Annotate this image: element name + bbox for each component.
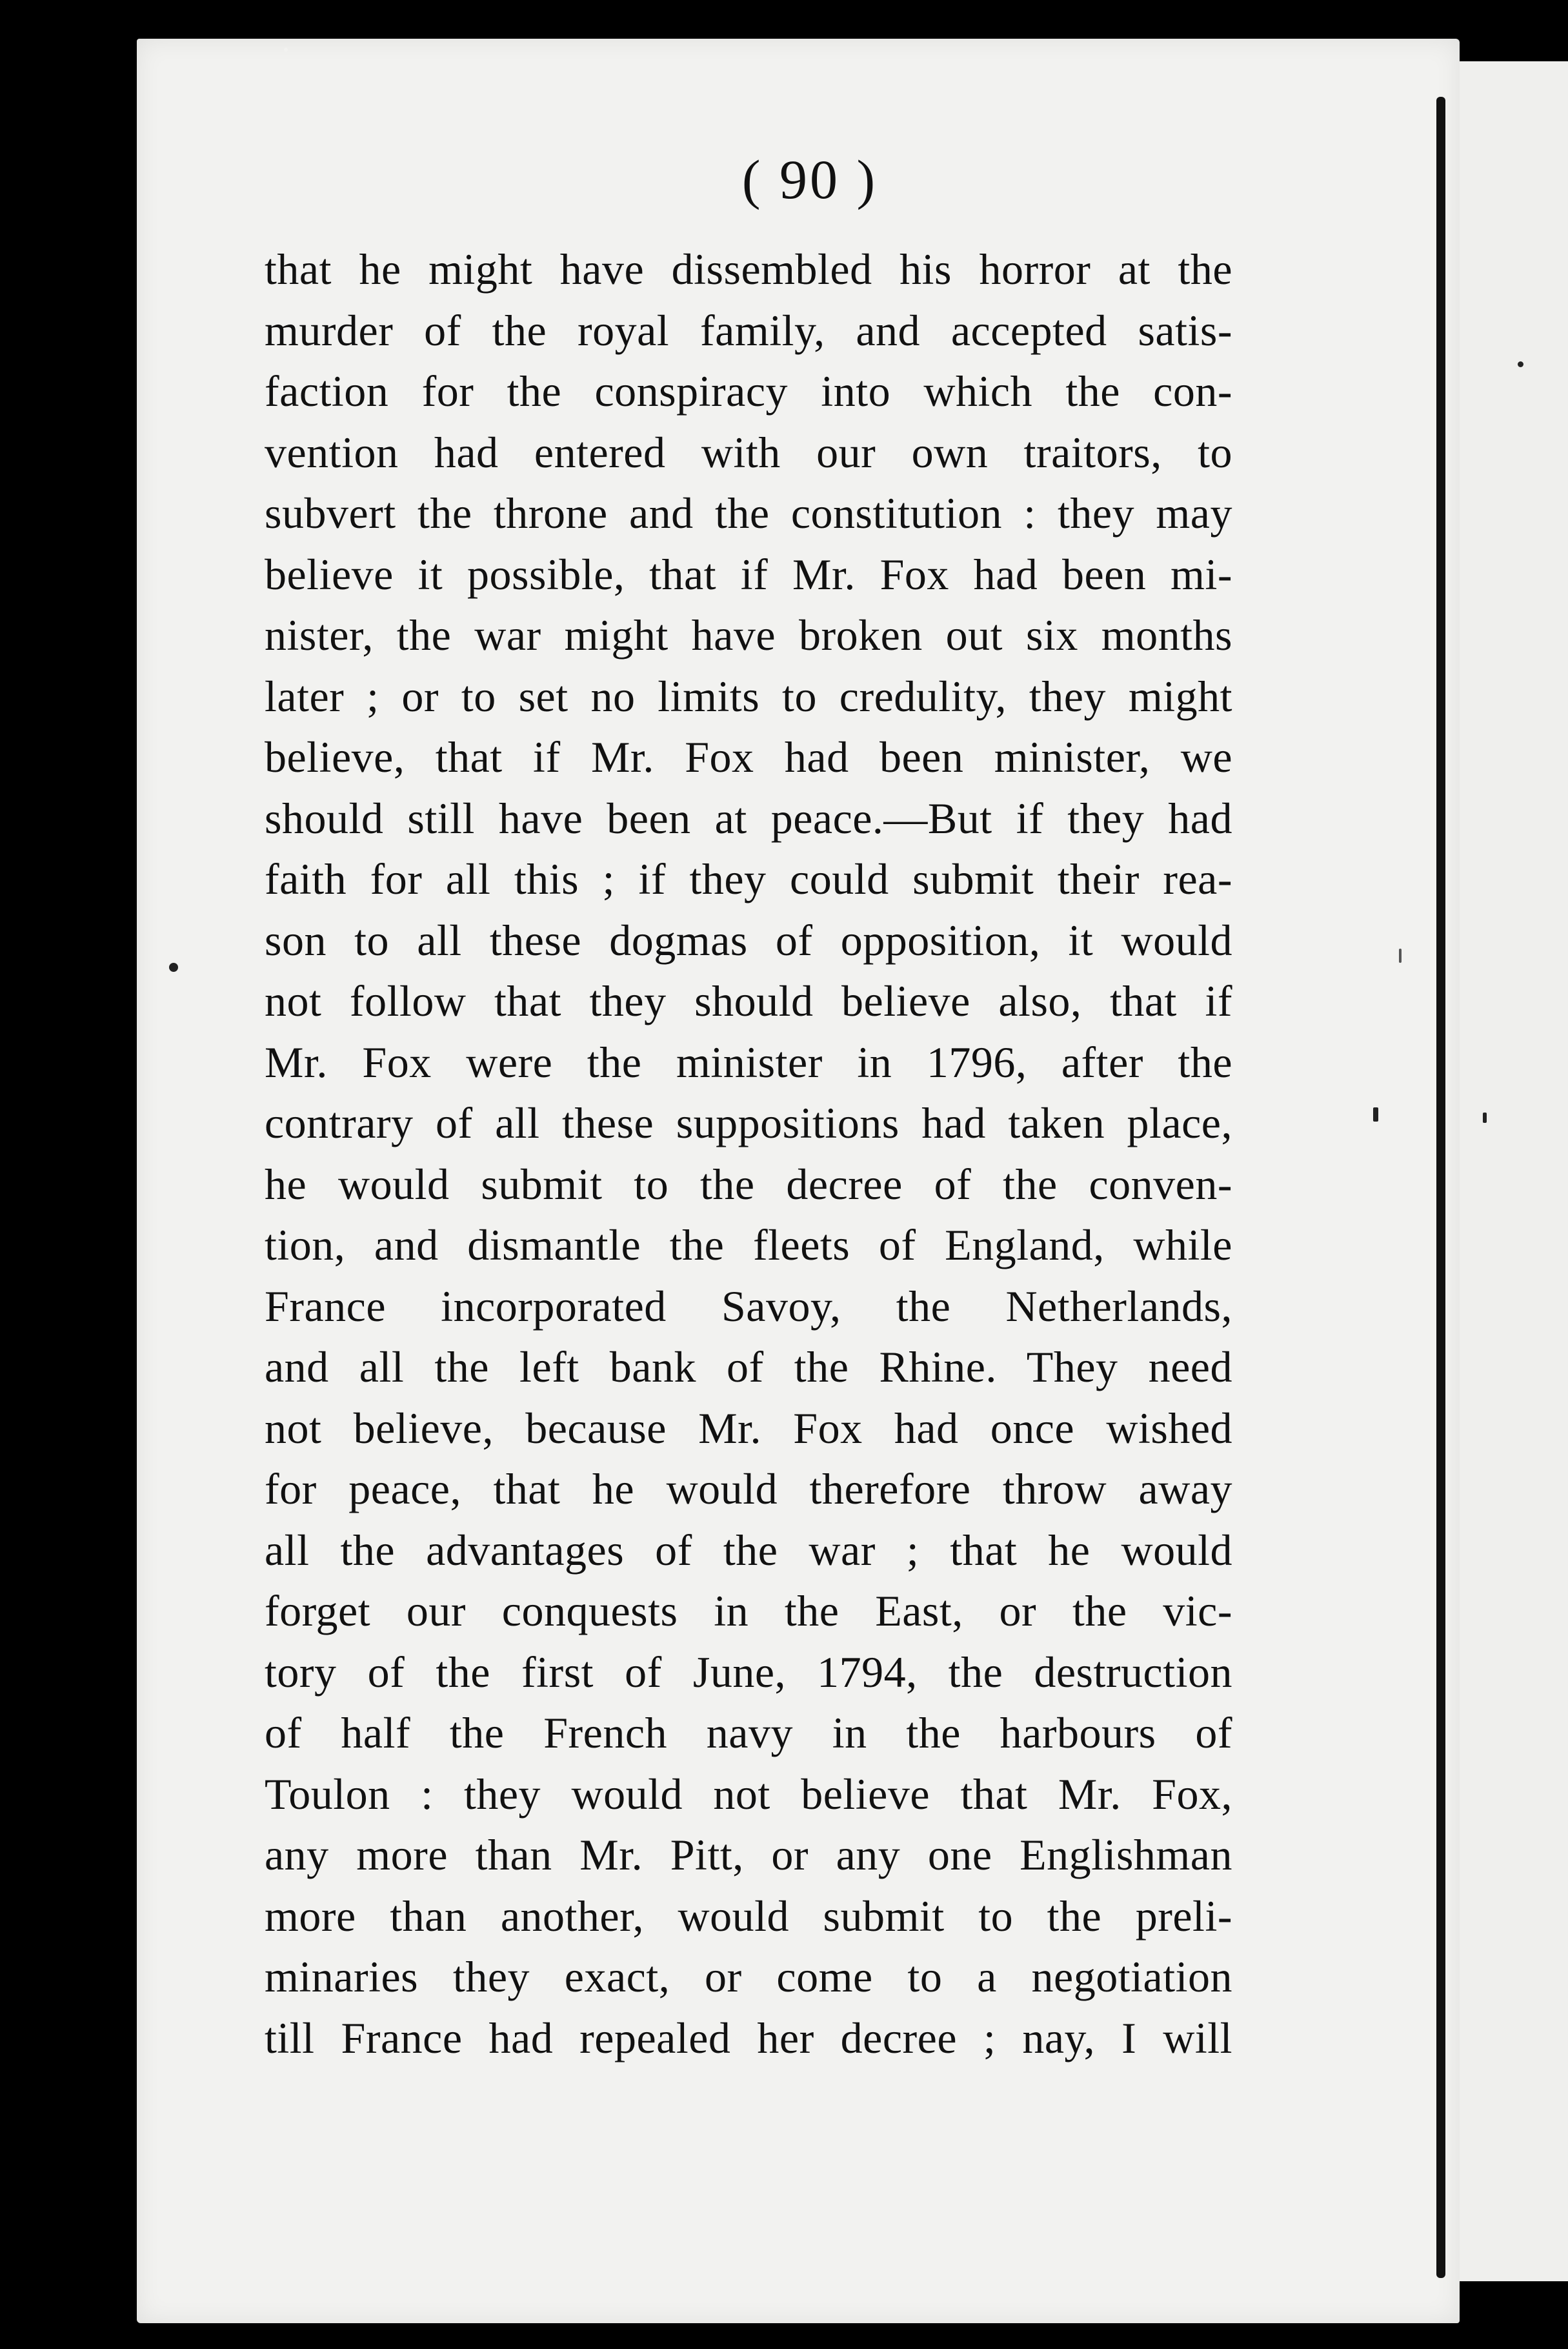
text-line: of half the French navy in the harbours of <box>265 1708 1232 1757</box>
text-line: tory of the first of June, 1794, the destruction <box>265 1647 1232 1697</box>
text-line: any more than Mr. Pitt, or any one Englishman <box>265 1830 1232 1879</box>
facing-page-edge <box>1460 61 1568 2281</box>
scan-speck <box>1373 1107 1378 1122</box>
text-line: all the advantages of the war ; that he would <box>265 1525 1232 1575</box>
text-line: murder of the royal family, and accepted satis- <box>265 305 1232 355</box>
text-line: faith for all this ; if they could submit their rea- <box>265 854 1232 903</box>
text-line: believe, that if Mr. Fox had been minister, we <box>265 732 1232 781</box>
text-line: contrary of all these suppositions had taken place, <box>265 1098 1232 1147</box>
text-line: vention had entered with our own traitors, to <box>265 427 1232 477</box>
scan-speck <box>169 963 178 972</box>
text-line: Mr. Fox were the minister in 1796, after the <box>265 1037 1232 1087</box>
text-line: tion, and dismantle the fleets of England, while <box>265 1220 1232 1269</box>
text-line: not follow that they should believe also, that if <box>265 976 1232 1025</box>
text-line: son to all these dogmas of opposition, it would <box>265 915 1232 965</box>
page-gutter <box>1436 97 1445 2278</box>
text-line: he would submit to the decree of the conven- <box>265 1159 1232 1209</box>
text-line: for peace, that he would therefore throw away <box>265 1464 1232 1513</box>
text-line: should still have been at peace.—But if they had <box>265 793 1232 843</box>
text-line: France incorporated Savoy, the Netherlands, <box>265 1281 1232 1331</box>
text-line: Toulon : they would not believe that Mr. Fox, <box>265 1769 1232 1819</box>
scan-speck <box>284 48 288 52</box>
text-line: more than another, would submit to the preli- <box>265 1891 1232 1941</box>
body-text <box>265 239 1232 2068</box>
text-line: not believe, because Mr. Fox had once wished <box>265 1403 1232 1453</box>
page-number-label: ( 90 ) <box>741 148 878 210</box>
scan-speck <box>1518 361 1523 367</box>
page-number <box>0 147 1568 212</box>
text-line: till France had repealed her decree ; nay, I will <box>265 2013 1232 2062</box>
text-line: forget our conquests in the East, or the vic- <box>265 1586 1232 1635</box>
scan-speck <box>1399 949 1402 963</box>
text-line: that he might have dissembled his horror at the <box>265 245 1232 294</box>
text-line: later ; or to set no limits to credulity, they might <box>265 671 1232 721</box>
text-line: subvert the throne and the constitution : they may <box>265 489 1232 538</box>
text-line: faction for the conspiracy into which the con- <box>265 367 1232 416</box>
text-line: minaries they exact, or come to a negotiation <box>265 1952 1232 2001</box>
scan-speck <box>1483 1113 1487 1123</box>
text-line: nister, the war might have broken out six months <box>265 610 1232 660</box>
text-line: believe it possible, that if Mr. Fox had been mi- <box>265 549 1232 599</box>
text-line: and all the left bank of the Rhine. They need <box>265 1342 1232 1391</box>
